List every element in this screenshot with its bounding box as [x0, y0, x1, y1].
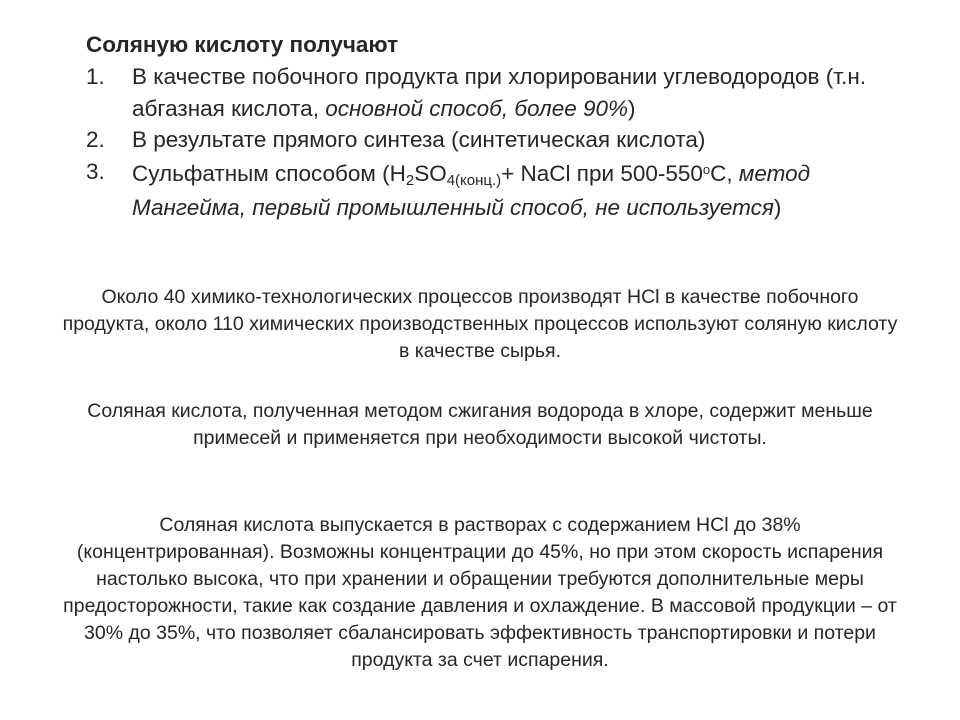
- paragraph-concentrations: Соляная кислота выпускается в растворах с содержанием HCl до 38% (концентрированная). Возможны концентрации до 45%, но при этом скорость испарения настолько высока, что при хранении и обращении требуются дополнительные меры предосторожности, такие как создание давления и охлаждение. В массовой продукции – от 30% до 35%, что позволяет сбалансировать эффективность транспортировки и потери продукта за счет испарения.: [63, 514, 897, 671]
- list-item-text-end: ): [628, 95, 636, 121]
- subscript-2: 2: [405, 171, 415, 189]
- slide-heading: Соляную кислоту получают: [86, 32, 399, 57]
- list-item-text: В результате прямого синтеза (синтетическая кислота): [132, 127, 706, 152]
- list-item: [86, 61, 866, 124]
- list-item-text-unit: C,: [710, 160, 733, 186]
- degree-superscript: o: [702, 161, 711, 177]
- list-item-text: Сульфатным способом (H: [132, 160, 406, 186]
- paragraph-byproduct-processes: Около 40 химико-технологических процессов производят HCl в качестве побочного продукта, около 110 химических производственных процессов используют соляную кислоту в качестве сырья.: [62, 286, 898, 362]
- list-item-number: 1.: [86, 64, 105, 89]
- production-methods-list: [86, 61, 866, 223]
- subscript-4-conc: 4(конц.): [446, 171, 502, 189]
- list-item-text: В качестве побочного продукта при хлорировании углеводородов (т.н. абгазная кислота,: [132, 64, 866, 121]
- formula-so: SO: [414, 160, 447, 186]
- list-item-emphasis: основной способ, более 90%: [325, 95, 629, 121]
- list-item-number: 3.: [86, 158, 105, 184]
- list-item-text-mid: + NaCl при 500-550: [501, 160, 703, 186]
- list-item-emphasis: метод Мангейма, первый промышленный способ, не используется: [132, 160, 811, 220]
- paragraph-hydrogen-combustion: Соляная кислота, полученная методом сжигания водорода в хлоре, содержит меньше примесей и применяется при необходимости высокой чистоты.: [87, 400, 873, 449]
- list-item: [86, 124, 866, 156]
- list-item: [86, 156, 866, 224]
- list-item-number: 2.: [86, 127, 105, 152]
- list-item-text-end: ): [773, 194, 782, 220]
